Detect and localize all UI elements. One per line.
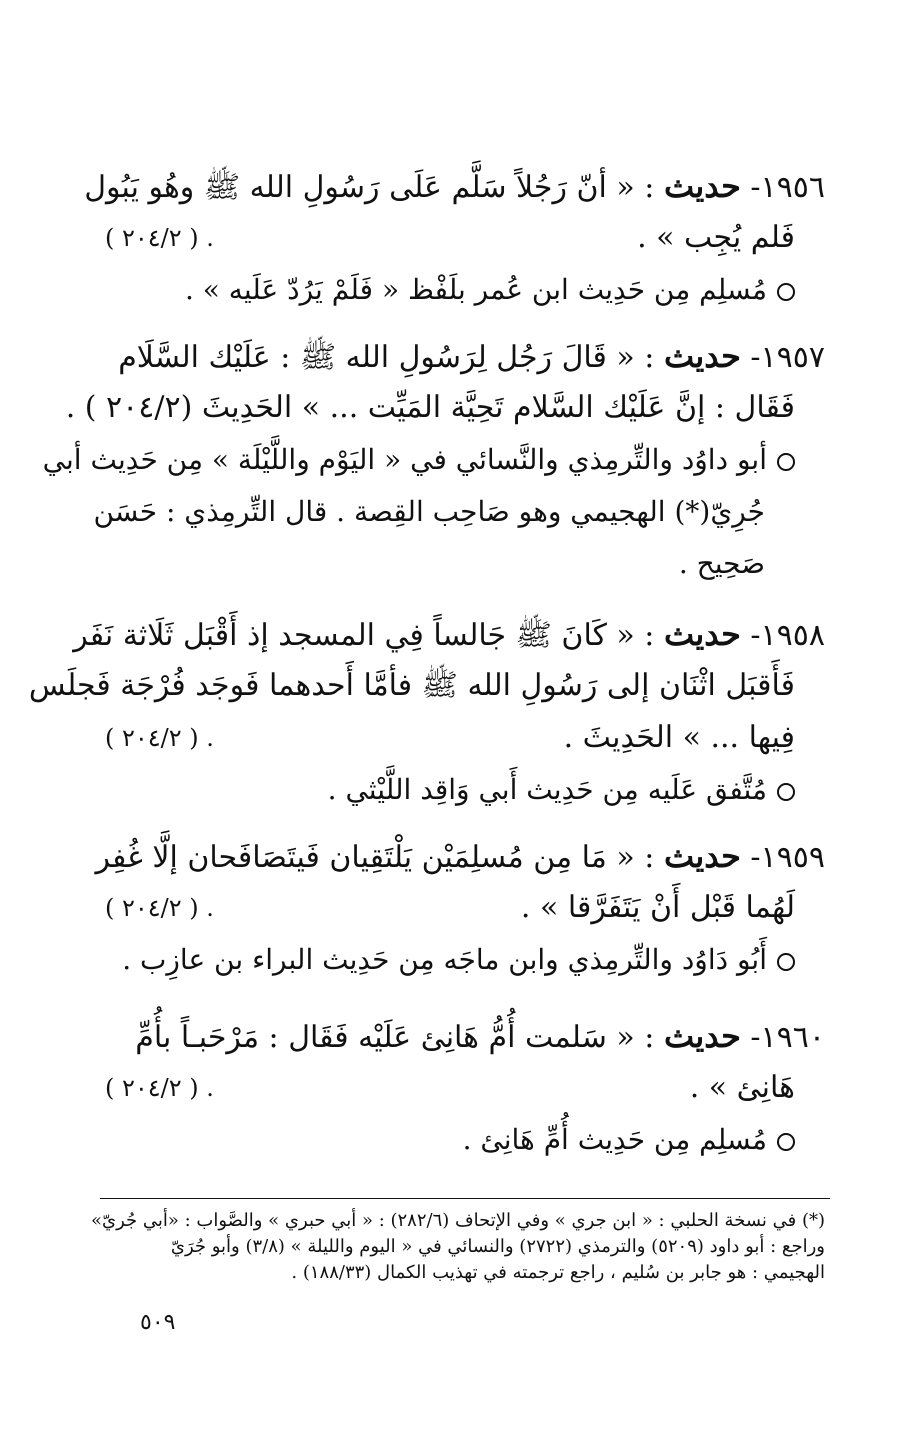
entry-text-line: هَانِئ » . — [689, 1070, 795, 1105]
page-number: ٥٠٩ — [140, 1310, 176, 1335]
entry-keyword: حديث — [663, 615, 741, 653]
entry-note: أبو داوُد والتِّرمِذي والنَّسائي في « اليَوْم واللَّيْلَة » مِن حَدِيث أبي جُرِيّ(*) الهجيمي وهو صَاحِب القِصة . قال التِّرمِذي : حَسَن صَحِيح . — [105, 434, 825, 590]
entry-note: مُسلِم مِن حَدِيث أُمِّ هَانِئ . — [105, 1114, 825, 1166]
entry-note: أَبُو دَاوُد والتِّرمِذي وابن ماجَه مِن حَدِيث البراء بن عازِب . — [105, 934, 825, 986]
entry-text-line: : « كَانَ ﷺ جَالساً فِي المسجد إذ أَقْبَل ثَلَاثة نَفَر — [73, 618, 655, 653]
circle-bullet-icon — [777, 1133, 795, 1151]
footnote-line: الهجيمي : هو جابر بن سُليم ، راجع ترجمته في تهذيب الكمال (١٨٨/٣٣) . — [291, 1262, 825, 1283]
entry-text-line: فَقَال : إنَّ عَلَيْك السَّلام تَحِيَّة المَيِّت ... » الحَدِيثَ (٢٠٤/٢ ) . — [65, 390, 795, 425]
hadith-entry-1956 — [84, 160, 825, 316]
entry-text-line: : « قَالَ رَجُل لِرَسُولِ الله ﷺ : عَلَيْك السَّلَام — [118, 340, 655, 375]
entry-keyword: حديث — [663, 837, 741, 875]
entry-note: مُسلِم مِن حَدِيث ابن عُمر بلَفْظ « فَلَمْ يَرُدّ عَلَيه » . — [105, 264, 825, 316]
entry-text-line: فَأَقبَل اثْنَان إلى رَسُولِ الله ﷺ فأمَّا أَحدهما فَوجَد فُرْجَة فَجلَس — [28, 668, 795, 703]
footnote-line: وراجع : أبو داود (٥٢٠٩) والترمذي (٢٧٢٢) والنسائي في « اليوم والليلة » (٣/٨) وأبو جُرَيّ — [170, 1236, 825, 1257]
footnote — [91, 1208, 825, 1286]
entry-reference: ( ٢٠٤/٢ ) . — [105, 894, 214, 922]
circle-bullet-icon — [777, 453, 795, 471]
hadith-entry-1959 — [95, 830, 825, 986]
entry-keyword: حديث — [663, 337, 741, 375]
entry-reference: ( ٢٠٤/٢ ) . — [105, 224, 214, 252]
entry-number: ١٩٥٦- — [750, 170, 825, 205]
entry-reference: ( ٢٠٤/٢ ) . — [105, 724, 214, 752]
entry-reference: ( ٢٠٤/٢ ) . — [105, 1074, 214, 1102]
entry-note: مُتَّفق عَلَيه مِن حَدِيث أَبي وَاقِد اللَّيْثي . — [105, 764, 825, 816]
entry-number: ١٩٥٧- — [750, 340, 825, 375]
hadith-entry-1958 — [28, 608, 825, 816]
entry-keyword: حديث — [663, 1017, 741, 1055]
entry-text-line: : « مَا مِن مُسلِمَيْن يَلْتَقِيان فَيتَصَافَحان إلَّا غُفِر — [95, 840, 655, 875]
entry-text-line: فَلم يُجِب » . — [637, 220, 795, 255]
entry-text-line: فِيها ... » الحَدِيثَ . — [563, 720, 795, 755]
circle-bullet-icon — [777, 783, 795, 801]
entry-text-line: لَهُما قَبْل أَنْ يَتَفَرَّقا » . — [520, 890, 795, 925]
entry-number: ١٩٦٠- — [750, 1020, 825, 1055]
hadith-entry-1960 — [105, 1010, 825, 1166]
entry-text-line: : « أنّ رَجُلاً سَلَّم عَلَى رَسُولِ الله ﷺ وهُو يَبُول — [84, 170, 655, 205]
entry-text-line: : « سَلمت أُمُّ هَانِئ عَلَيْه فَقَال : مَرْحَبـاً بأُمِّ — [135, 1020, 655, 1055]
hadith-entry-1957 — [42, 330, 825, 590]
footnote-line: (*) في نسخة الحلبي : « ابن جري » وفي الإتحاف (٢٨٢/٦) : « أبي حبري » والصَّواب : «أبي جُريّ» — [91, 1210, 825, 1231]
entry-keyword: حديث — [663, 167, 741, 205]
entry-number: ١٩٥٨- — [750, 618, 825, 653]
footnote-divider — [100, 1198, 830, 1199]
circle-bullet-icon — [777, 953, 795, 971]
entry-number: ١٩٥٩- — [750, 840, 825, 875]
circle-bullet-icon — [777, 283, 795, 301]
